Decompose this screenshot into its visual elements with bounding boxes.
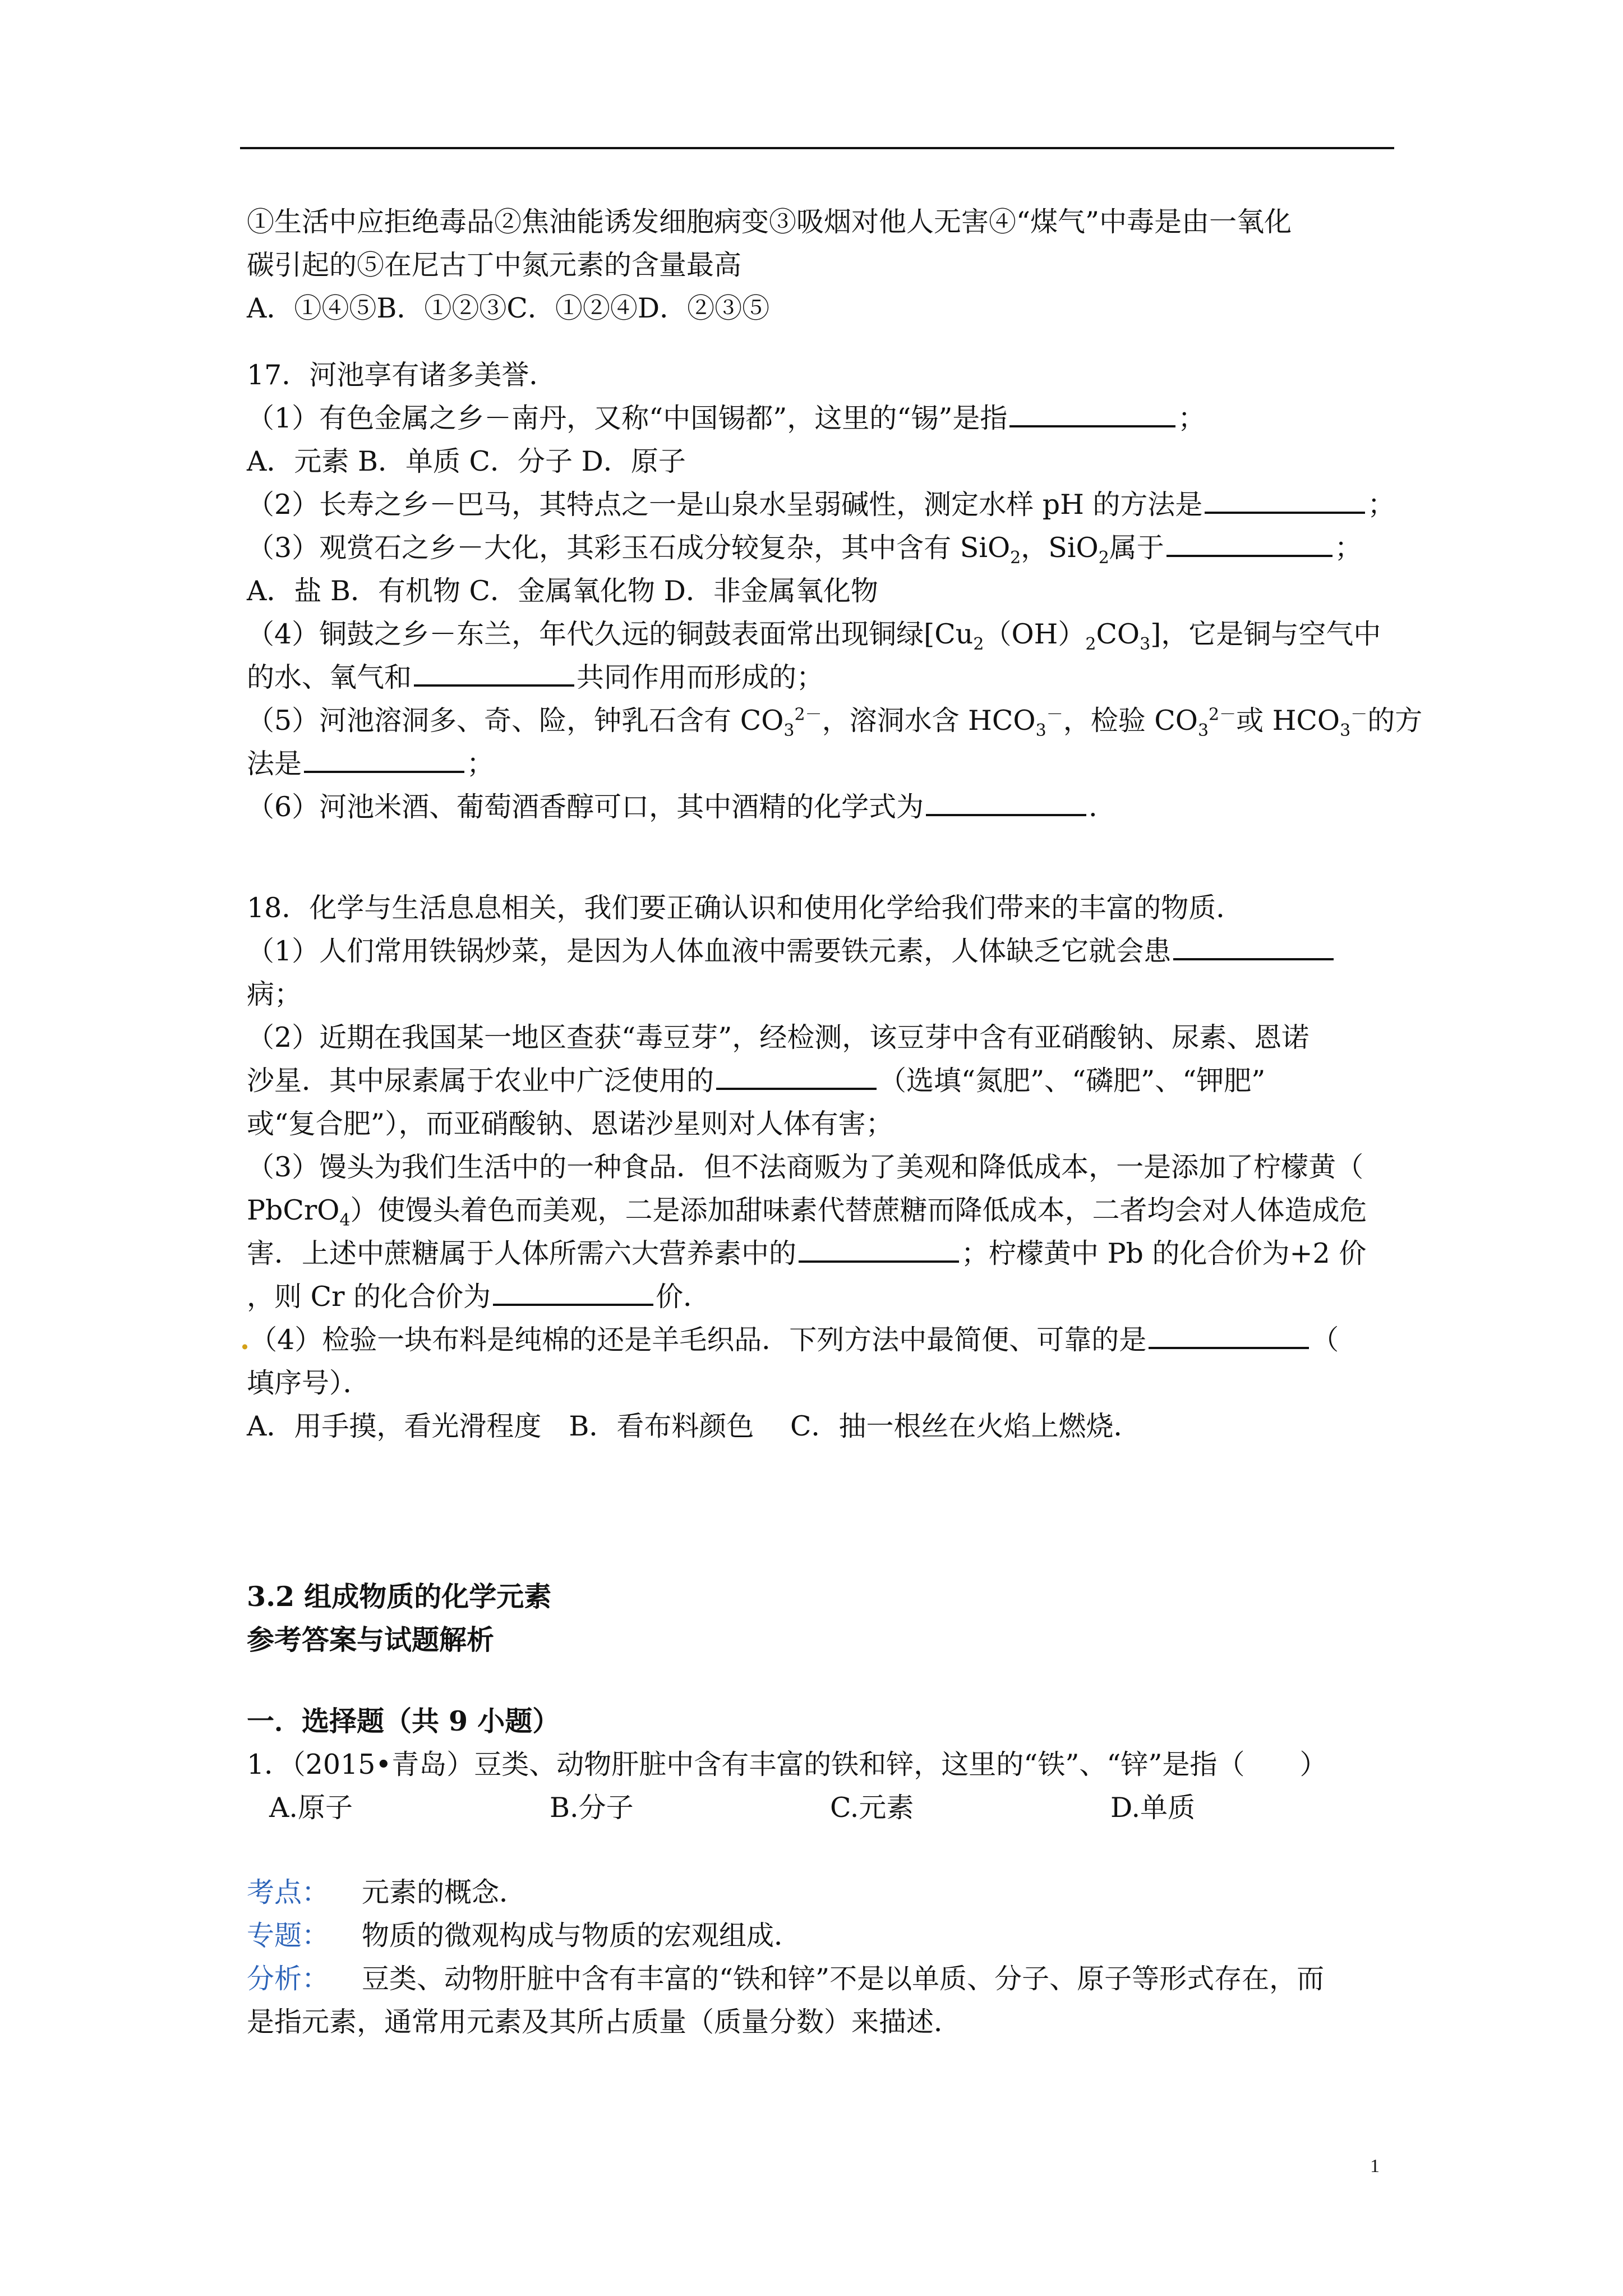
answer-blank[interactable]	[1009, 401, 1175, 427]
q1-stem: 1．（2015•青岛）豆类、动物肝脏中含有丰富的铁和锌，这里的“铁”、“锌”是指（ ）	[247, 1749, 1327, 1780]
q18-part1-line2: 病；	[247, 978, 302, 1010]
q18-part4-line2: 填序号）．	[247, 1367, 371, 1399]
q16-options: A．①④⑤B．①②③C．①②④D．②③⑤	[247, 292, 770, 324]
fenxi-label: 分析：	[247, 1963, 330, 1995]
q16-line2: 碳引起的⑤在尼古丁中氮元素的含量最高	[247, 249, 742, 281]
q17-part3-options: A．盐 B．有机物 C．金属氧化物 D．非金属氧化物	[247, 575, 878, 607]
part-heading: 一．选择题（共 9 小题）	[247, 1705, 560, 1737]
answer-blank[interactable]	[1166, 530, 1332, 557]
q1-option-b: B.分子	[550, 1792, 634, 1824]
q18-part3-line4: ，则 Cr 的化合价为 价．	[247, 1275, 1402, 1318]
q18-part2-line2: 沙星．其中尿素属于农业中广泛使用的 （选填“氮肥”、“磷肥”、“钾肥”	[247, 1059, 1402, 1102]
zhuanti-label: 专题：	[247, 1920, 330, 1952]
q1-option-d: D.单质	[1110, 1792, 1196, 1824]
answer-blank[interactable]	[799, 1236, 959, 1263]
zhuanti-row	[247, 1914, 1402, 1957]
answer-blank[interactable]	[1173, 933, 1334, 960]
kaodian-text: 元素的概念．	[362, 1876, 527, 1908]
answer-blank[interactable]	[926, 789, 1086, 816]
kaodian-row	[247, 1871, 1402, 1914]
q17-part2: （2）长寿之乡－巴马，其特点之一是山泉水呈弱碱性，测定水样 pH 的方法是 ；	[247, 483, 1402, 526]
fenxi-row	[247, 1957, 1402, 2000]
q18-part2-line3: 或“复合肥”），而亚硝酸钠、恩诺沙星则对人体有害；	[247, 1108, 893, 1140]
q18-part3-line1: （3）馒头为我们生活中的一种食品．但不法商贩为了美观和降低成本，一是添加了柠檬黄（	[247, 1151, 1364, 1183]
fenxi-line2: 是指元素，通常用元素及其所占质量（质量分数）来描述．	[247, 2006, 962, 2038]
answer-section	[247, 1575, 1402, 1662]
fenxi-text: 豆类、动物肝脏中含有丰富的“铁和锌”不是以单质、分子、原子等形式存在，而	[362, 1963, 1325, 1995]
answer-blank[interactable]	[304, 746, 464, 773]
q16-line1: ①生活中应拒绝毒品②焦油能诱发细胞病变③吸烟对他人无害④“煤气”中毒是由一氧化	[247, 206, 1292, 238]
header-rule	[240, 147, 1394, 149]
answer-blank[interactable]	[414, 660, 574, 687]
page-number: 1	[1370, 2156, 1380, 2177]
q17-part1: （1）有色金属之乡－南丹，又称“中国锡都”，这里的“锡”是指 ；	[247, 397, 1402, 440]
q17-part5: （5）河池溶洞多、奇、险，钟乳石含有 $CO_3^{2-}$，溶洞水含 $HCO_3^-$，检验 $CO_3^{2-}$或 $HCO_3^-$的方	[247, 705, 1423, 740]
q1-option-c: C.元素	[830, 1792, 914, 1824]
q17-part3: （3）观赏石之乡－大化，其彩玉石成分较复杂，其中含有 SiO$_2$，SiO$_2$属于 ；	[247, 526, 1402, 569]
answer-blank[interactable]	[493, 1279, 653, 1306]
q18-part3-line3: 害．上述中蔗糖属于人体所需六大营养素中的 ；柠檬黄中 Pb 的化合价为+2 价	[247, 1232, 1402, 1275]
q17-part1-options: A．元素 B．单质 C．分子 D．原子	[247, 445, 686, 477]
q17-part6: （6）河池米酒、葡萄酒香醇可口，其中酒精的化学式为 ．	[247, 785, 1402, 829]
answer-blank[interactable]	[1205, 487, 1365, 514]
q18-part4-line1: .（4）检验一块布料是纯棉的还是羊毛织品．下列方法中最简便、可靠的是 （	[240, 1323, 1339, 1356]
stray-dot: .	[240, 1323, 250, 1356]
answer-blank[interactable]	[1149, 1322, 1309, 1349]
q17-part4-line2: 的水、氧气和 共同作用而形成的；	[247, 656, 1402, 699]
answer-blank[interactable]	[716, 1063, 877, 1090]
q18-part4-options: A．用手摸，看光滑程度 B．看布料颜色 C．抽一根丝在火焰上燃烧．	[247, 1410, 1141, 1442]
q17-part4: （4）铜鼓之乡－东兰，年代久远的铜鼓表面常出现铜绿$[Cu_2(OH)_2CO_3]$，它是铜与空气中	[247, 618, 1381, 654]
q18-title: 18．化学与生活息息相关，我们要正确认识和使用化学给我们带来的丰富的物质．	[247, 892, 1244, 924]
answer-section-title: 3.2 组成物质的化学元素	[247, 1580, 552, 1613]
question-18	[240, 886, 1402, 1448]
q17-title: 17．河池享有诸多美誉．	[247, 359, 557, 391]
q1-analysis	[247, 1871, 1402, 2044]
q1-option-a: A.原子	[269, 1792, 353, 1824]
q16-continuation	[247, 200, 1402, 330]
kaodian-label: 考点：	[247, 1876, 330, 1908]
q17-part5-line2: 法是 ；	[247, 742, 1402, 785]
zhuanti-text: 物质的微观构成与物质的宏观组成．	[362, 1920, 802, 1952]
q18-part3-line2: PbCrO$_4$）使馒头着色而美观，二是添加甜味素代替蔗糖而降低成本，二者均会对人体造成危	[247, 1194, 1367, 1230]
question-17	[247, 353, 1423, 829]
q18-part1: （1）人们常用铁锅炒菜，是因为人体血液中需要铁元素，人体缺乏它就会患	[247, 930, 1402, 973]
answer-section-subtitle: 参考答案与试题解析	[247, 1623, 495, 1656]
choice-questions	[247, 1700, 1402, 1829]
q1-options	[247, 1786, 1402, 1829]
q18-part2-line1: （2）近期在我国某一地区查获“毒豆芽”，经检测，该豆芽中含有亚硝酸钠、尿素、恩诺	[247, 1022, 1310, 1053]
